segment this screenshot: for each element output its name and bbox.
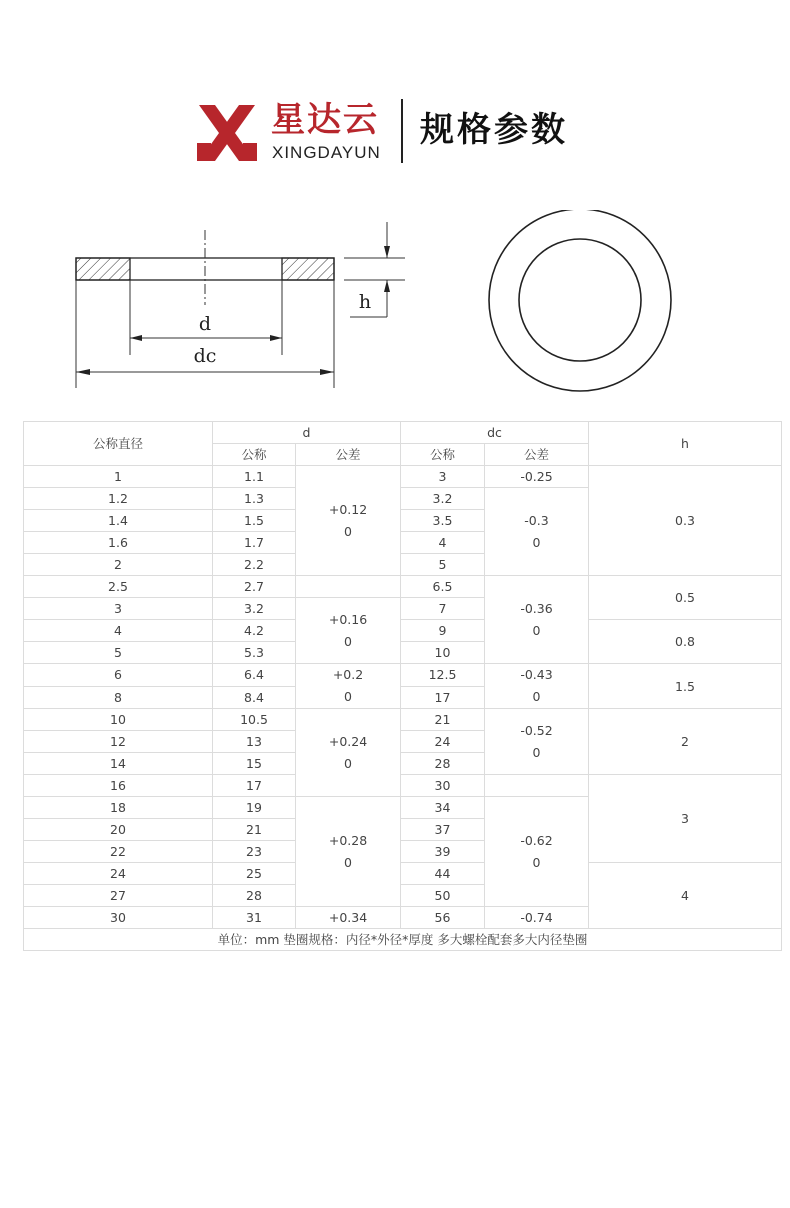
header-divider [401,99,403,163]
cell-dc-tolerance: -0.3 0 [485,488,589,576]
dimension-d-label: d [198,313,212,335]
cell-h: 0.5 [589,576,782,620]
cell-size: 18 [24,797,213,819]
table-row [24,620,782,642]
table-row [24,709,782,731]
page-header [0,95,790,170]
cell-d: 5.3 [213,642,296,664]
dimension-h-label: h [358,291,372,313]
cell-dc: 44 [401,863,485,885]
brand-name-english: XINGDAYUN [272,143,381,162]
cell-d: 1.1 [213,466,296,488]
header-d-nominal: 公称 [213,444,296,466]
table-row [24,775,782,797]
cell-dc: 24 [401,731,485,753]
table-row [24,576,782,598]
washer-technical-drawing [0,210,790,405]
washer-front-view [489,210,671,391]
cell-d-tolerance: +0.34 [296,907,401,929]
cell-d: 6.4 [213,664,296,687]
cell-dc: 3.2 [401,488,485,510]
cell-d: 1.5 [213,510,296,532]
washer-drawing-svg [0,210,790,405]
cell-d: 8.4 [213,686,296,709]
cell-h: 4 [589,863,782,929]
cell-size: 20 [24,819,213,841]
cell-dc: 50 [401,885,485,907]
header-dc-nominal: 公称 [401,444,485,466]
cell-size: 2 [24,554,213,576]
cell-size: 5 [24,642,213,664]
table-row [24,466,782,488]
cell-dc: 5 [401,554,485,576]
cell-size: 8 [24,686,213,709]
cell-dc: 34 [401,797,485,819]
cell-h: 1.5 [589,664,782,709]
cell-size: 12 [24,731,213,753]
cell-d: 21 [213,819,296,841]
header-dc-tolerance: 公差 [485,444,589,466]
brand-name-chinese: 星达云 [271,100,379,140]
cell-d-tolerance: +0.2 0 [296,664,401,709]
cell-dc-tolerance: -0.62 0 [485,797,589,907]
cell-d-tolerance: +0.28 0 [296,797,401,907]
cell-d: 1.3 [213,488,296,510]
washer-side-view [76,222,405,388]
cell-h: 3 [589,775,782,863]
cell-dc: 4 [401,532,485,554]
cell-dc: 9 [401,620,485,642]
cell-d-tolerance: +0.24 0 [296,709,401,797]
cell-size: 16 [24,775,213,797]
cell-h: 0.8 [589,620,782,664]
table-row [24,664,782,687]
cell-dc: 10 [401,642,485,664]
cell-dc: 3 [401,466,485,488]
cell-size: 22 [24,841,213,863]
cell-size: 2.5 [24,576,213,598]
dimension-dc-label: dc [193,345,217,367]
cell-d: 15 [213,753,296,775]
specification-table [23,421,782,951]
cell-size: 1.6 [24,532,213,554]
cell-d: 23 [213,841,296,863]
cell-dc: 6.5 [401,576,485,598]
cell-d: 17 [213,775,296,797]
xingdayun-logo-icon [197,103,257,163]
cell-d: 4.2 [213,620,296,642]
cell-size: 1 [24,466,213,488]
cell-d: 28 [213,885,296,907]
cell-dc-tolerance: -0.25 [485,466,589,488]
cell-d: 10.5 [213,709,296,731]
cell-size: 1.4 [24,510,213,532]
page-title: 规格参数 [420,110,568,150]
header-d-tolerance: 公差 [296,444,401,466]
cell-size: 30 [24,907,213,929]
header-dc: dc [401,422,589,444]
cell-h: 0.3 [589,466,782,576]
cell-dc: 39 [401,841,485,863]
cell-dc: 12.5 [401,664,485,687]
cell-d: 1.7 [213,532,296,554]
cell-d: 31 [213,907,296,929]
cell-dc: 37 [401,819,485,841]
cell-dc-tolerance: -0.52 0 [485,709,589,775]
cell-d: 13 [213,731,296,753]
cell-d: 2.2 [213,554,296,576]
cell-dc-tolerance: -0.43 0 [485,664,589,709]
cell-size: 6 [24,664,213,687]
cell-size: 14 [24,753,213,775]
table-footnote-row [24,929,782,951]
cell-size: 4 [24,620,213,642]
cell-dc-tolerance: -0.36 0 [485,576,589,664]
cell-h: 2 [589,709,782,775]
cell-size: 3 [24,598,213,620]
cell-d: 19 [213,797,296,819]
cell-size: 24 [24,863,213,885]
header-d: d [213,422,401,444]
cell-d: 2.7 [213,576,296,598]
cell-dc: 21 [401,709,485,731]
cell-dc: 3.5 [401,510,485,532]
cell-dc: 56 [401,907,485,929]
header-h: h [589,422,782,466]
cell-d: 3.2 [213,598,296,620]
cell-size: 27 [24,885,213,907]
cell-size: 1.2 [24,488,213,510]
cell-dc: 30 [401,775,485,797]
table-header-row [24,422,782,444]
cell-d-tolerance: +0.12 0 [296,466,401,576]
cell-dc: 28 [401,753,485,775]
table-row [24,863,782,885]
cell-d-tolerance: +0.16 0 [296,598,401,664]
cell-dc: 17 [401,686,485,709]
header-nominal-diameter: 公称直径 [24,422,213,466]
table-footnote: 单位：mm 垫圈规格：内径*外径*厚度 多大螺栓配套多大内径垫圈 [24,929,782,951]
cell-dc-tolerance: -0.74 [485,907,589,929]
cell-d: 25 [213,863,296,885]
cell-size: 10 [24,709,213,731]
cell-dc: 7 [401,598,485,620]
